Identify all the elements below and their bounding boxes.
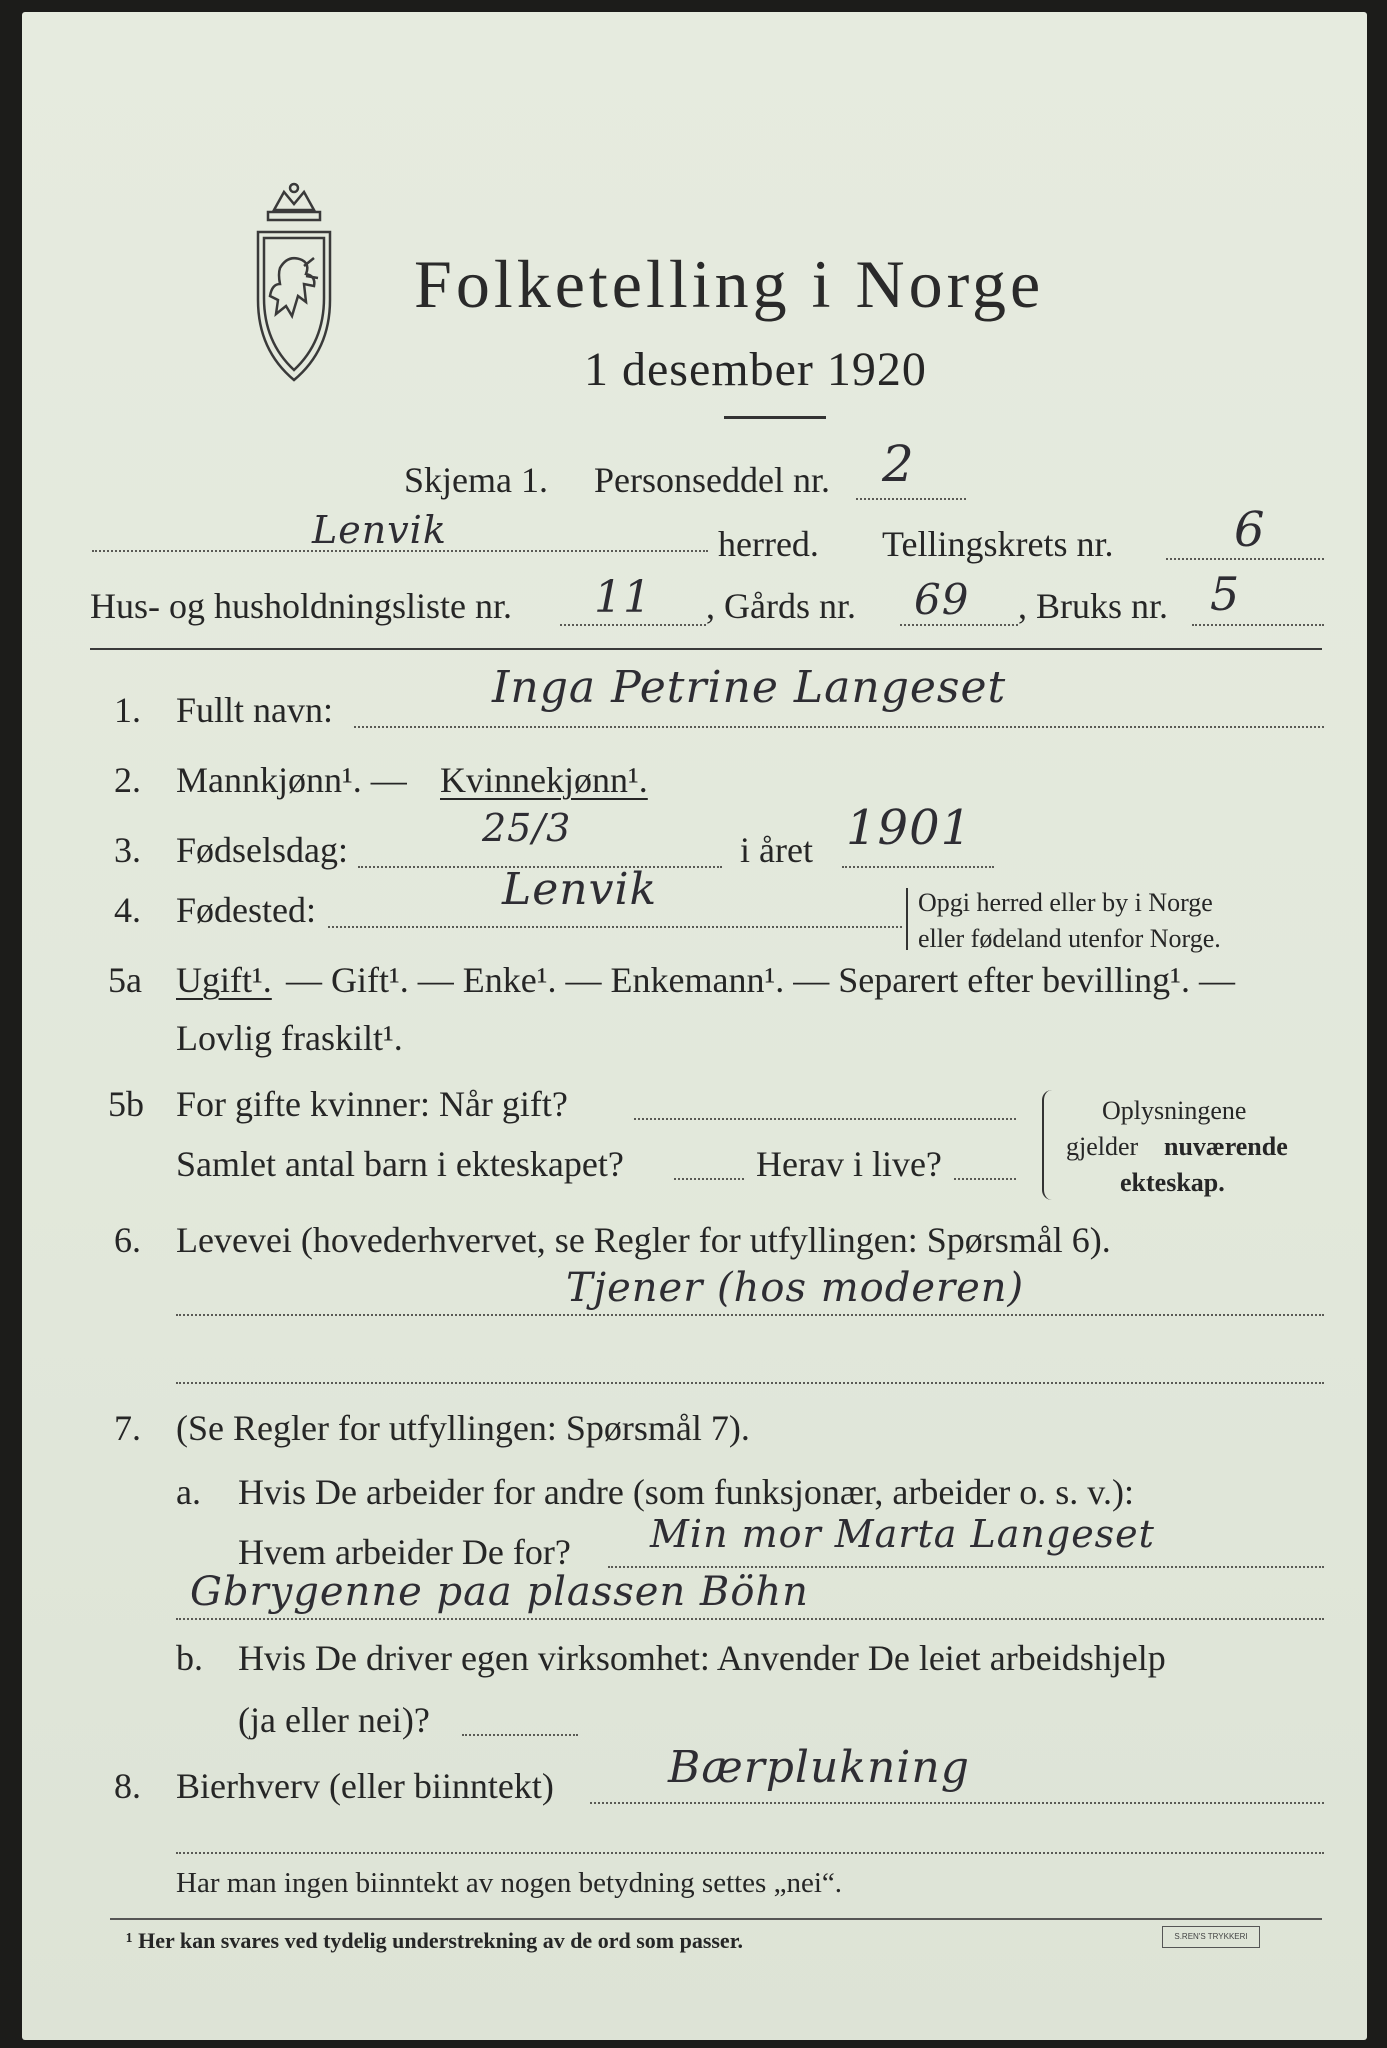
husholdningsliste-label: Hus- og husholdningsliste nr. xyxy=(90,586,513,626)
q4-note-line-2: eller fødeland utenfor Norge. xyxy=(918,924,1221,953)
gards-label: , Gårds nr. xyxy=(706,586,856,626)
q5b-note-line-3: ekteskap. xyxy=(1120,1168,1225,1197)
bruks-value[interactable]: 5 xyxy=(1210,567,1241,621)
q2-female-option[interactable]: Kvinnekjønn¹. xyxy=(440,760,648,800)
tellingskrets-label: Tellingskrets nr. xyxy=(882,524,1114,564)
q5a-number: 5a xyxy=(108,960,142,1000)
q6-number: 6. xyxy=(114,1220,141,1260)
q6-line-2 xyxy=(176,1382,1324,1384)
husholdningsliste-line xyxy=(560,624,706,626)
q7a-label: Hvis De arbeider for andre (som funksjonær, arbeider o. s. v.): xyxy=(238,1472,1134,1512)
q7b-label: Hvis De driver egen virksomhet: Anvender De leiet arbeidshjelp xyxy=(238,1638,1166,1678)
q1-line xyxy=(354,726,1324,728)
census-form-page xyxy=(22,12,1367,2040)
q8-line-2 xyxy=(176,1852,1324,1854)
tellingskrets-value[interactable]: 6 xyxy=(1234,502,1266,558)
schema-label: Skjema 1. xyxy=(404,460,548,500)
q5b-alive-label: Herav i live? xyxy=(756,1144,942,1184)
q1-label: Fullt navn: xyxy=(176,690,334,730)
q5b-children-line xyxy=(674,1178,744,1180)
q5b-children-label: Samlet antal barn i ekteskapet? xyxy=(176,1144,624,1184)
q7b-line xyxy=(462,1734,578,1736)
q8-number: 8. xyxy=(114,1766,141,1806)
footnote-text: ¹ Her kan svares ved tydelig understrekning av de ord som passer. xyxy=(126,1928,743,1953)
coat-of-arms-icon xyxy=(244,180,344,390)
header-divider xyxy=(90,648,1322,650)
q4-line xyxy=(328,926,902,928)
q7-number: 7. xyxy=(114,1408,141,1448)
q3-number: 3. xyxy=(114,830,141,870)
q5b-alive-line xyxy=(954,1178,1016,1180)
q5b-note-line-1: Oplysningene xyxy=(1102,1096,1247,1125)
q5a-ugift-option[interactable]: Ugift¹. xyxy=(176,960,272,1000)
q8-label: Bierhverv (eller biinntekt) xyxy=(176,1766,554,1806)
q7-label: (Se Regler for utfyllingen: Spørsmål 7). xyxy=(176,1408,750,1448)
census-date: 1 desember 1920 xyxy=(584,343,927,396)
herred-label: herred. xyxy=(718,524,819,564)
bruks-label: , Bruks nr. xyxy=(1018,586,1169,626)
q7b-letter: b. xyxy=(176,1638,203,1678)
q5b-label: For gifte kvinner: Når gift? xyxy=(176,1084,568,1124)
q6-occupation-value[interactable]: Tjener (hos moderen) xyxy=(566,1265,1025,1311)
q5b-married-line xyxy=(634,1118,1016,1120)
q4-label: Fødested: xyxy=(176,890,316,930)
q3-year-line xyxy=(842,866,994,868)
q2-male-option[interactable]: Mannkjønn¹. — xyxy=(176,760,407,800)
q7a-letter: a. xyxy=(176,1472,201,1512)
bruks-line xyxy=(1192,624,1324,626)
q5b-note-line-2a: gjelder xyxy=(1066,1132,1139,1161)
q5b-note-brace xyxy=(1042,1090,1056,1200)
q7a-line-1 xyxy=(608,1566,1324,1568)
q3-label: Fødselsdag: xyxy=(176,830,349,870)
q5a-fraskilt-option[interactable]: Lovlig fraskilt¹. xyxy=(176,1018,403,1058)
husholdningsliste-value[interactable]: 11 xyxy=(594,572,652,623)
q1-number: 1. xyxy=(114,690,141,730)
personseddel-label: Personseddel nr. xyxy=(594,460,830,500)
q5b-note-line-2b: nuværende xyxy=(1164,1132,1288,1161)
q7b-question: (ja eller nei)? xyxy=(238,1700,430,1740)
gards-value[interactable]: 69 xyxy=(914,575,970,624)
title-rule xyxy=(724,416,826,419)
q3-year-value[interactable]: 1901 xyxy=(846,800,973,856)
footnote-rule xyxy=(110,1918,1322,1920)
form-title: Folketelling i Norge xyxy=(414,246,1045,322)
q7a-employer-value-1[interactable]: Min mor Marta Langeset xyxy=(650,1512,1155,1556)
q3-birthday-value[interactable]: 25/3 xyxy=(482,806,572,850)
q7a-question: Hvem arbeider De for? xyxy=(238,1532,571,1572)
q5b-number: 5b xyxy=(108,1084,144,1124)
gards-line xyxy=(900,624,1018,626)
q6-line-1 xyxy=(176,1314,1324,1316)
q6-label: Levevei (hovederhvervet, se Regler for utfyllingen: Spørsmål 6). xyxy=(176,1220,1111,1260)
tellingskrets-line xyxy=(1166,558,1324,560)
q3-year-label: i året xyxy=(740,830,813,870)
herred-value[interactable]: Lenvik xyxy=(312,508,447,552)
q1-full-name-value[interactable]: Inga Petrine Langeset xyxy=(492,662,1007,713)
q4-birthplace-value[interactable]: Lenvik xyxy=(502,864,658,915)
q4-number: 4. xyxy=(114,890,141,930)
personseddel-line xyxy=(856,498,966,500)
q2-number: 2. xyxy=(114,760,141,800)
q4-note-line-1: Opgi herred eller by i Norge xyxy=(918,888,1213,917)
q8-line xyxy=(590,1802,1324,1804)
q4-note-brace xyxy=(906,888,908,950)
q7a-employer-value-2[interactable]: Gbrygenne paa plassen Böhn xyxy=(190,1569,809,1615)
printer-stamp: S.REN'S TRYKKERI xyxy=(1162,1926,1260,1948)
q5a-other-options[interactable]: — Gift¹. — Enke¹. — Enkemann¹. — Separert efter bevilling¹. — xyxy=(286,960,1235,1000)
q7a-line-2 xyxy=(176,1618,1324,1620)
note-text: Har man ingen biinntekt av nogen betydning settes „nei“. xyxy=(176,1867,843,1899)
personseddel-value[interactable]: 2 xyxy=(882,435,915,493)
q8-side-income-value[interactable]: Bærplukning xyxy=(668,1742,970,1793)
